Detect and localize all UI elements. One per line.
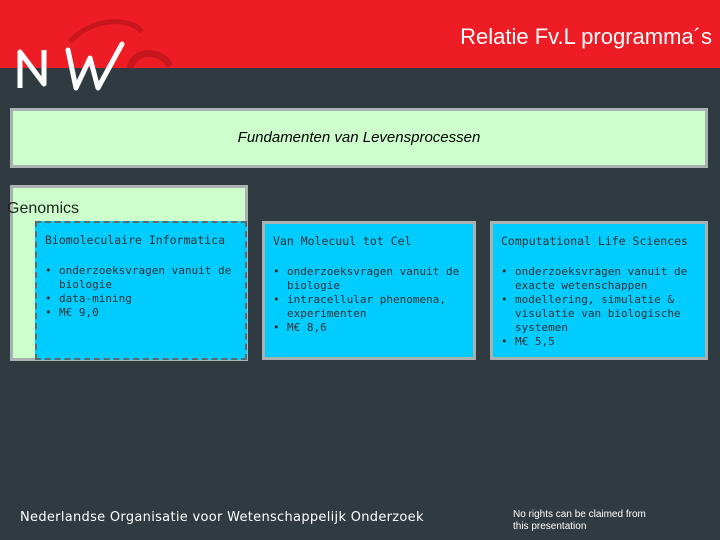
card-bullets (45, 264, 237, 320)
bullet-item: • M€ 8,6 (273, 321, 465, 335)
card-title: Biomoleculaire Informatica (45, 233, 226, 247)
bullet-item: • modellering, simulatie & visulatie van biologische systemen (501, 293, 697, 335)
bullet-item: • intracellular phenomena, experimenten (273, 293, 465, 321)
card-bullets (501, 265, 697, 349)
genomics-label: Genomics (7, 200, 80, 217)
footer-rights: No rights can be claimed from this presentation (513, 509, 646, 532)
card-computational-life-sciences (490, 221, 708, 360)
bullet-item: • M€ 5,5 (501, 335, 697, 349)
program-label: Fundamenten van Levensprocessen (237, 129, 481, 146)
slide-title: Relatie Fv.L programma´s (460, 24, 712, 49)
nwo-logo (10, 10, 180, 100)
card-bullets (273, 265, 465, 335)
bullet-item: • onderzoeksvragen vanuit de exacte wetenschappen (501, 265, 697, 293)
bullet-item: • M€ 9,0 (45, 306, 237, 320)
card-molecuul-tot-cel (262, 221, 476, 360)
footer-organisation: Nederlandse Organisatie voor Wetenschappelijk Onderzoek (20, 510, 424, 525)
program-box (10, 108, 708, 168)
bullet-item: • onderzoeksvragen vanuit de biologie (45, 264, 237, 292)
card-title: Computational Life Sciences (501, 234, 688, 248)
card-title: Van Molecuul tot Cel (273, 234, 412, 248)
card-biomoleculaire-informatica (35, 221, 247, 360)
bullet-item: • data-mining (45, 292, 237, 306)
bullet-item: • onderzoeksvragen vanuit de biologie (273, 265, 465, 293)
